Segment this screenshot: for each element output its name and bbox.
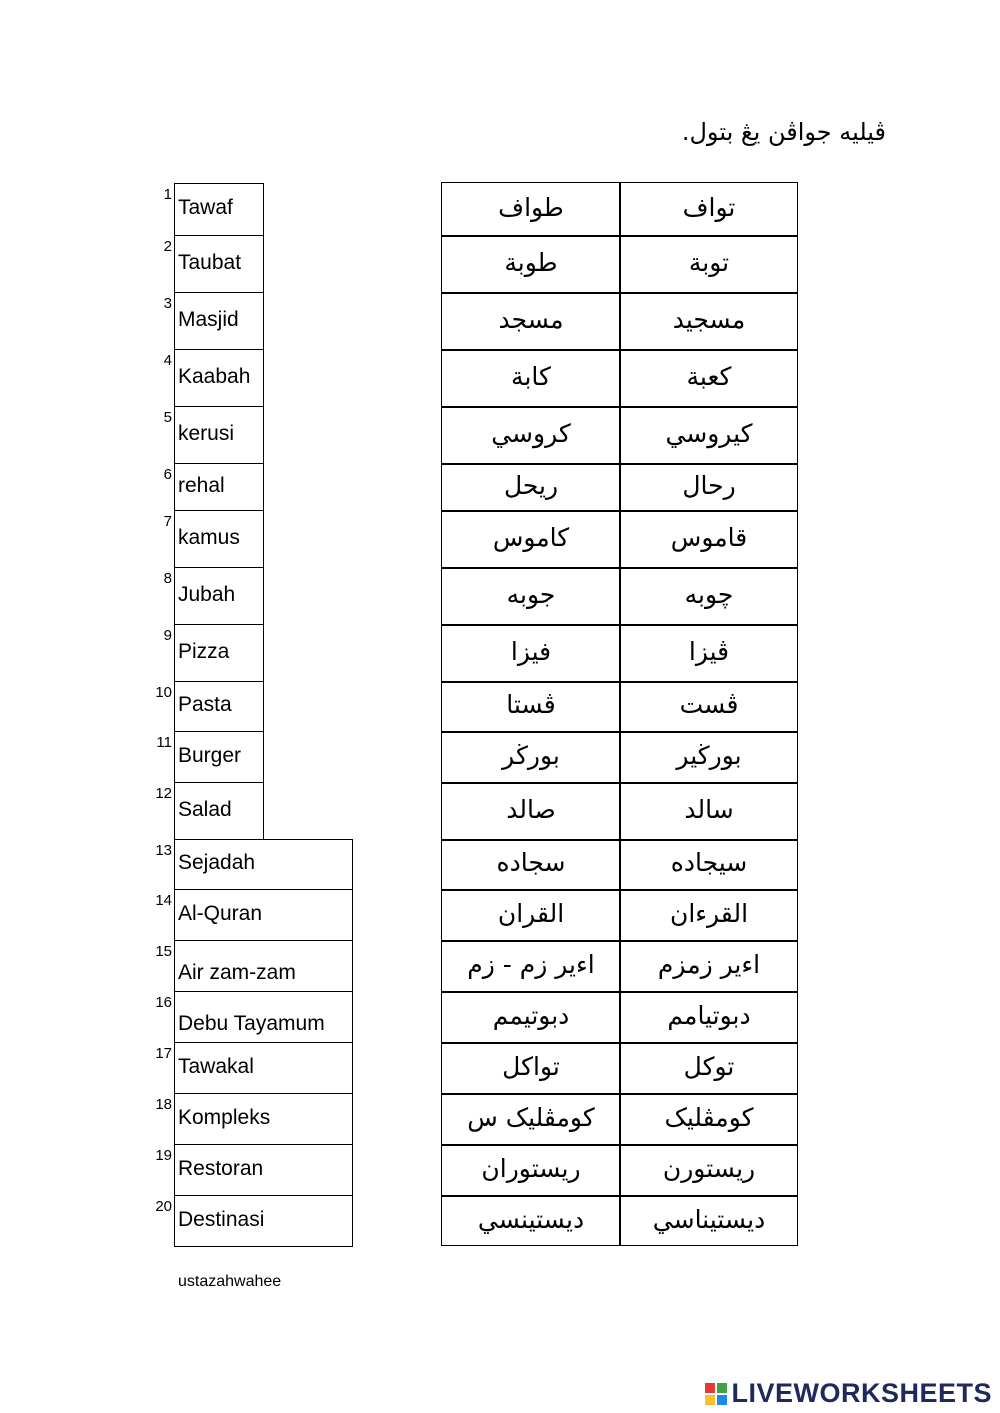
row-number: 10 [155, 684, 172, 701]
word-text: Sejadah [178, 851, 256, 874]
word-text: Burger [178, 743, 242, 767]
word-text: Tawakal [178, 1054, 254, 1078]
jawi-option-b[interactable]: سيجاده [670, 848, 748, 877]
jawi-row-divider [441, 782, 798, 784]
jawi-option-a[interactable]: تواكل [502, 1051, 560, 1081]
row-number: 19 [155, 1147, 172, 1164]
jawi-option-a[interactable]: ريحل [503, 470, 559, 500]
jawi-option-a[interactable]: جوبه [506, 579, 556, 609]
jawi-option-a[interactable]: كروسي [491, 418, 571, 448]
word-text: kerusi [178, 421, 235, 445]
jawi-row-divider [441, 1093, 798, 1095]
jawi-option-a[interactable]: مسجد [498, 304, 564, 334]
jawi-row-divider [441, 567, 798, 569]
jawi-option-a[interactable]: فيزا [510, 636, 552, 666]
word-text: Salad [178, 797, 232, 821]
jawi-row-divider [441, 292, 798, 294]
jawi-option-b[interactable]: اءير زمزم [657, 949, 761, 979]
jawi-option-a[interactable]: طواف [498, 193, 564, 222]
row-number: 4 [163, 352, 172, 369]
jawi-option-a[interactable]: دبوتيمم [492, 1000, 570, 1030]
jawi-row-divider [441, 624, 798, 626]
row-number: 2 [163, 238, 172, 255]
jawi-option-a[interactable]: بورڬر [502, 740, 560, 770]
jawi-option-a[interactable]: ريستوران [481, 1153, 581, 1183]
row-number: 7 [163, 513, 172, 530]
word-text: Kompleks [178, 1105, 271, 1129]
jawi-option-a[interactable]: كاموس [492, 522, 570, 552]
jawi-row-divider [441, 1144, 798, 1146]
worksheet-instruction: ڤيليه جواڤن يڠ بتول. [681, 118, 886, 146]
jawi-option-b[interactable]: ديستيناسي [652, 1204, 766, 1234]
jawi-row-divider [441, 991, 798, 993]
jawi-row-divider [441, 940, 798, 942]
jawi-option-b[interactable]: تواف [682, 193, 736, 222]
row-number: 14 [155, 892, 172, 909]
jawi-option-b[interactable]: توبة [688, 247, 730, 277]
jawi-option-b[interactable]: توكل [683, 1051, 735, 1081]
jawi-option-a[interactable]: اءير زم - زم [467, 949, 595, 979]
jawi-row-divider [441, 1195, 798, 1197]
jawi-option-b[interactable]: ڤست [679, 690, 739, 719]
jawi-option-b[interactable]: سالد [684, 794, 734, 824]
jawi-option-a[interactable]: كابة [511, 361, 551, 391]
jawi-option-b[interactable]: القرءان [669, 898, 749, 928]
jawi-option-b[interactable]: قاموس [670, 522, 748, 552]
jawi-row-divider [441, 463, 798, 465]
row-number: 9 [163, 627, 172, 644]
jawi-option-a[interactable]: صالد [506, 794, 556, 824]
jawi-option-b[interactable]: مسجيد [672, 304, 746, 334]
word-text: Pasta [178, 693, 232, 716]
jawi-row-divider [441, 510, 798, 512]
row-number: 18 [155, 1096, 172, 1113]
word-text: Air zam-zam [178, 960, 296, 984]
jawi-option-b[interactable]: دبوتيامم [667, 1000, 751, 1030]
row-number: 5 [163, 409, 172, 426]
jawi-row-divider [441, 731, 798, 733]
brand-name: LIVEWORKSHEETS [731, 1378, 992, 1408]
jawi-option-b[interactable]: بورڬير [676, 740, 742, 770]
word-text: Destinasi [178, 1207, 265, 1231]
jawi-option-b[interactable]: چوبه [684, 579, 734, 609]
jawi-option-b[interactable]: كيروسي [665, 418, 753, 448]
word-text: kamus [178, 525, 240, 549]
jawi-option-a[interactable]: ڤستا [506, 690, 556, 719]
row-number: 6 [163, 466, 172, 483]
liveworksheets-brand [705, 1378, 992, 1409]
row-number: 20 [155, 1198, 172, 1215]
jawi-row-divider [441, 406, 798, 408]
word-text: Taubat [178, 250, 242, 274]
row-number: 3 [163, 295, 172, 312]
row-number: 17 [155, 1045, 172, 1062]
word-text: rehal [178, 473, 225, 497]
jawi-option-b[interactable]: كعبة [686, 361, 732, 391]
row-number: 16 [155, 994, 172, 1011]
row-number: 1 [163, 186, 172, 203]
jawi-option-a[interactable]: طوبة [504, 247, 558, 277]
row-number: 13 [155, 842, 172, 859]
row-number: 12 [155, 785, 172, 802]
jawi-row-divider [441, 839, 798, 841]
jawi-option-b[interactable]: رحال [682, 470, 736, 500]
jawi-option-a[interactable]: ديستينسي [477, 1204, 585, 1234]
jawi-row-divider [441, 1042, 798, 1044]
jawi-row-divider [441, 235, 798, 237]
jawi-option-b[interactable]: ريستورن [662, 1153, 756, 1183]
jawi-option-a[interactable]: كومڤليک س [467, 1102, 595, 1132]
word-text: Al-Quran [178, 901, 263, 925]
row-number: 11 [156, 734, 172, 751]
row-number: 15 [155, 943, 172, 960]
jawi-row-divider [441, 349, 798, 351]
word-text: Pizza [178, 639, 230, 663]
word-text: Debu Tayamum [178, 1011, 325, 1035]
jawi-row-divider [441, 681, 798, 683]
word-text: Restoran [178, 1156, 264, 1180]
jawi-option-b[interactable]: ڤيزا [688, 636, 730, 666]
word-text: Tawaf [178, 196, 233, 219]
jawi-option-a[interactable]: القران [497, 898, 565, 928]
row-number: 8 [163, 570, 172, 587]
word-text: Kaabah [178, 364, 251, 388]
author-credit: ustazahwahee [178, 1273, 282, 1290]
jawi-option-b[interactable]: كومڤليک [664, 1102, 754, 1132]
jawi-row-divider [441, 889, 798, 891]
word-text: Masjid [178, 307, 239, 331]
jawi-option-a[interactable]: سجاده [496, 848, 566, 877]
liveworksheets-logo-icon [705, 1383, 727, 1405]
word-text: Jubah [178, 582, 236, 606]
